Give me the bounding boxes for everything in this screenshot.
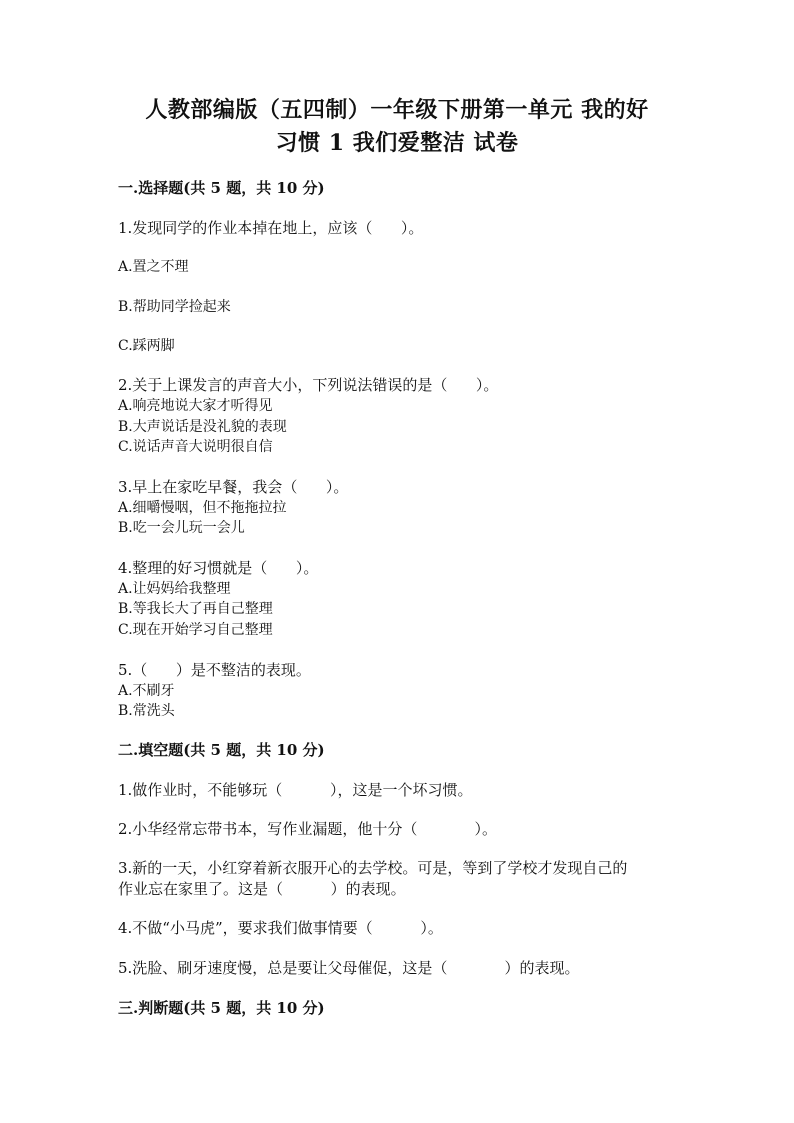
question-stem-continuation: 作业忘在家里了。这是（ ）的表现。: [118, 880, 406, 898]
section-heading-choice: 一.选择题(共 5 题，共 10 分): [118, 179, 325, 197]
answer-option: B.大声说话是没礼貌的表现: [118, 419, 287, 435]
answer-option: B.常洗头: [118, 703, 175, 719]
exam-title: [100, 94, 694, 160]
question-stem: 3.早上在家吃早餐，我会（ ）。: [118, 478, 349, 496]
question-stem: 1.做作业时，不能够玩（ ），这是一个坏习惯。: [118, 781, 473, 799]
answer-option: C.踩两脚: [118, 338, 175, 354]
question-stem: 4.不做“小马虎”，要求我们做事情要（ ）。: [118, 919, 443, 937]
answer-option: B.帮助同学捡起来: [118, 299, 231, 315]
question-stem: 2.小华经常忘带书本，写作业漏题，他十分（ ）。: [118, 820, 498, 838]
answer-option: C.现在开始学习自己整理: [118, 622, 273, 638]
question-stem: 5.洗脸、刷牙速度慢，总是要让父母催促，这是（ ）的表现。: [118, 959, 580, 977]
answer-option: C.说话声音大说明很自信: [118, 439, 273, 455]
question-stem: 5.（ ）是不整洁的表现。: [118, 661, 311, 679]
answer-option: B.吃一会儿玩一会儿: [118, 520, 245, 536]
answer-option: A.不刷牙: [118, 683, 175, 699]
answer-option: B.等我长大了再自己整理: [118, 601, 273, 617]
answer-option: A.让妈妈给我整理: [118, 581, 231, 597]
answer-option: A.置之不理: [118, 259, 189, 275]
section-heading-true-false: 三.判断题(共 5 题，共 10 分): [118, 999, 325, 1017]
exam-title-line-2: 习惯 1 我们爱整洁 试卷: [275, 130, 519, 156]
answer-option: A.细嚼慢咽，但不拖拖拉拉: [118, 500, 287, 516]
exam-title-line-1: 人教部编版（五四制）一年级下册第一单元 我的好: [145, 97, 649, 123]
question-stem: 2.关于上课发言的声音大小，下列说法错误的是（ ）。: [118, 376, 499, 394]
question-stem: 3.新的一天，小红穿着新衣服开心的去学校。可是，等到了学校才发现自己的: [118, 859, 628, 877]
question-stem: 4.整理的好习惯就是（ ）。: [118, 559, 319, 577]
question-stem: 1.发现同学的作业本掉在地上，应该（ ）。: [118, 219, 424, 237]
section-heading-fill-blank: 二.填空题(共 5 题，共 10 分): [118, 741, 325, 759]
answer-option: A.响亮地说大家才听得见: [118, 398, 273, 414]
